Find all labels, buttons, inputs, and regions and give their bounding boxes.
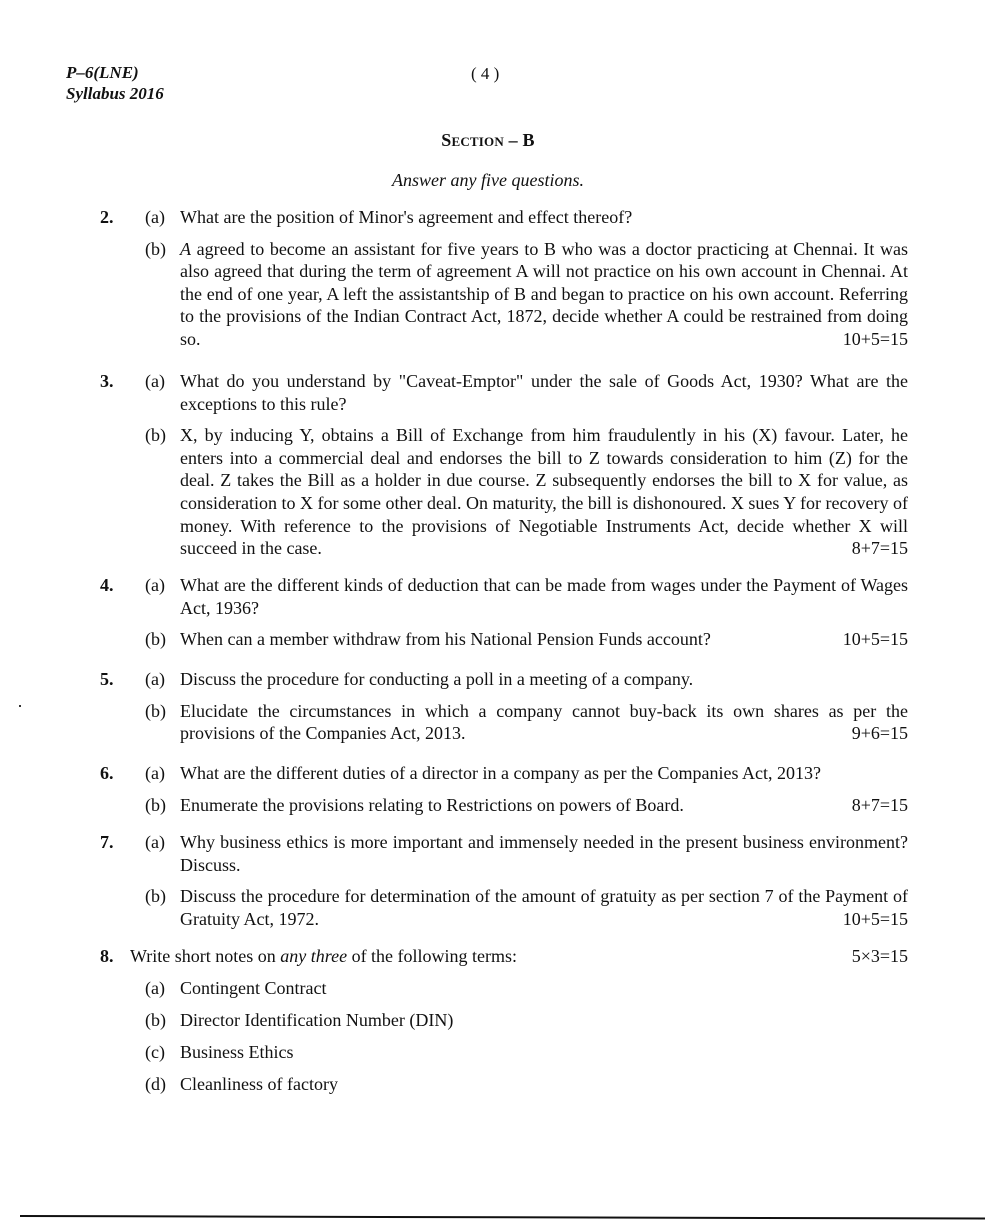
- marks: 10+5=15: [842, 908, 908, 929]
- part-text: What are the different duties of a director in a company as per the Companies Act, 2013?: [180, 763, 821, 783]
- marks: 9+6=15: [851, 723, 908, 744]
- question-number: 7.: [100, 832, 114, 852]
- question-part-a: [100, 574, 908, 619]
- question-number: 5.: [100, 669, 114, 689]
- part-text: Enumerate the provisions relating to Restrictions on powers of Board.: [180, 794, 684, 815]
- item-text: Director Identification Number (DIN): [180, 1009, 454, 1030]
- stem-text-after: of the following terms:: [347, 946, 518, 966]
- part-text: Discuss the procedure for conducting a poll in a meeting of a company.: [180, 669, 694, 689]
- question-5: [100, 668, 908, 754]
- question-6: [100, 762, 908, 825]
- part-label: (b): [145, 886, 166, 907]
- short-note-item: [100, 977, 908, 1000]
- marks: 10+5=15: [842, 629, 908, 650]
- item-text: Cleanliness of factory: [180, 1074, 338, 1095]
- short-note-item: [100, 1009, 908, 1032]
- part-label: (a): [145, 207, 165, 227]
- part-label: (a): [145, 832, 165, 852]
- marks: 10+5=15: [842, 328, 908, 349]
- item-text: Contingent Contract: [180, 977, 327, 998]
- stem-text-emphasis: any three: [280, 946, 348, 966]
- part-text: What are the different kinds of deduction that can be made from wages under the Payment of Wages Act, 1936?: [180, 575, 908, 618]
- item-label: (a): [145, 977, 165, 998]
- section-title: Section – B: [441, 130, 535, 150]
- part-text: What are the position of Minor's agreement and effect thereof?: [180, 207, 633, 227]
- marks: 8+7=15: [851, 538, 908, 559]
- part-text: Elucidate the circumstances in which a company cannot buy-back its own shares as per the provisions of the Companies Act, 2013.: [180, 700, 908, 744]
- item-label: (b): [145, 1009, 166, 1030]
- question-part-b: [100, 700, 908, 745]
- question-3: [100, 370, 908, 569]
- question-number: 6.: [100, 763, 114, 783]
- question-part-a: [100, 831, 908, 876]
- question-part-b: [100, 628, 908, 651]
- part-label: (b): [145, 794, 166, 815]
- question-number: 3.: [100, 371, 114, 391]
- question-part-b: [100, 885, 908, 930]
- page-number: ( 4 ): [471, 64, 500, 83]
- part-text: When can a member withdraw from his National Pension Funds account?: [180, 629, 711, 650]
- part-label: (a): [145, 763, 165, 783]
- question-part-b: [100, 794, 908, 817]
- short-note-item: [100, 1041, 908, 1064]
- question-part-a: [100, 206, 908, 229]
- marks: 5×3=15: [851, 946, 908, 966]
- question-part-a: [100, 668, 908, 691]
- question-part-a: [100, 370, 908, 415]
- question-number: 4.: [100, 575, 114, 595]
- question-8: [100, 945, 908, 1105]
- item-label: (d): [145, 1074, 166, 1095]
- item-label: (c): [145, 1041, 165, 1062]
- part-text: Discuss the procedure for determination of the amount of gratuity as per section 7 of the Payment of Gratuity Act, 1972.: [180, 886, 908, 929]
- section-instruction: Answer any five questions.: [392, 170, 584, 190]
- part-text: X, by inducing Y, obtains a Bill of Exchange from him fraudulently in his (X) favour. Later, he enters into a commercial deal and endorses the bill to Z towards consideration to him (Z) for the deal. Z takes the Bill as a holder in due course. Z subsequently endorses the bill to X for value, as consideration to X for some other deal. On maturity, the bill is dishonoured. X sues Y for recovery of money. With reference to the provisions of Negotiable Instruments Act, decide whether X will succeed in the case.: [180, 425, 908, 559]
- part-text: What do you understand by "Caveat-Emptor" under the sale of Goods Act, 1930? What are the exceptions to this rule?: [180, 371, 908, 414]
- scan-speck: [19, 705, 21, 707]
- question-part-a: [100, 762, 908, 785]
- item-text: Business Ethics: [180, 1041, 294, 1062]
- question-7: [100, 831, 908, 939]
- part-text: agreed to become an assistant for five years to B who was a doctor practicing at Chennai. It was also agreed that during the term of agreement A will not practice on his own account in Chennai. At the end of one year, A left the assistantship of B and began to practice on his own account. Referring to the provisions of the Indian Contract Act, 1872, decide whether A could be restrained from doing so.: [180, 238, 908, 349]
- part-label: (b): [145, 700, 166, 721]
- question-number: 2.: [100, 207, 114, 227]
- question-part-b: [100, 238, 908, 351]
- short-note-item: [100, 1073, 908, 1096]
- part-label: (b): [145, 425, 166, 446]
- question-stem: [100, 945, 908, 968]
- part-label: (a): [145, 669, 165, 689]
- part-label: (b): [145, 238, 166, 259]
- part-label: (a): [145, 575, 165, 595]
- paper-code: P–6(LNE): [66, 63, 139, 82]
- question-number: 8.: [100, 946, 114, 966]
- stem-text-before: Write short notes on: [130, 946, 281, 966]
- syllabus-year: Syllabus 2016: [66, 84, 164, 103]
- question-part-b: [100, 424, 908, 560]
- part-text-party: A: [180, 238, 191, 259]
- page-bottom-rule: [20, 1215, 985, 1220]
- part-label: (b): [145, 629, 166, 650]
- part-label: (a): [145, 371, 165, 391]
- question-4: [100, 574, 908, 660]
- paper-header: [66, 62, 164, 104]
- part-text: Why business ethics is more important and immensely needed in the present business environment? Discuss.: [180, 832, 908, 875]
- marks: 8+7=15: [851, 794, 908, 815]
- question-2: [100, 206, 908, 360]
